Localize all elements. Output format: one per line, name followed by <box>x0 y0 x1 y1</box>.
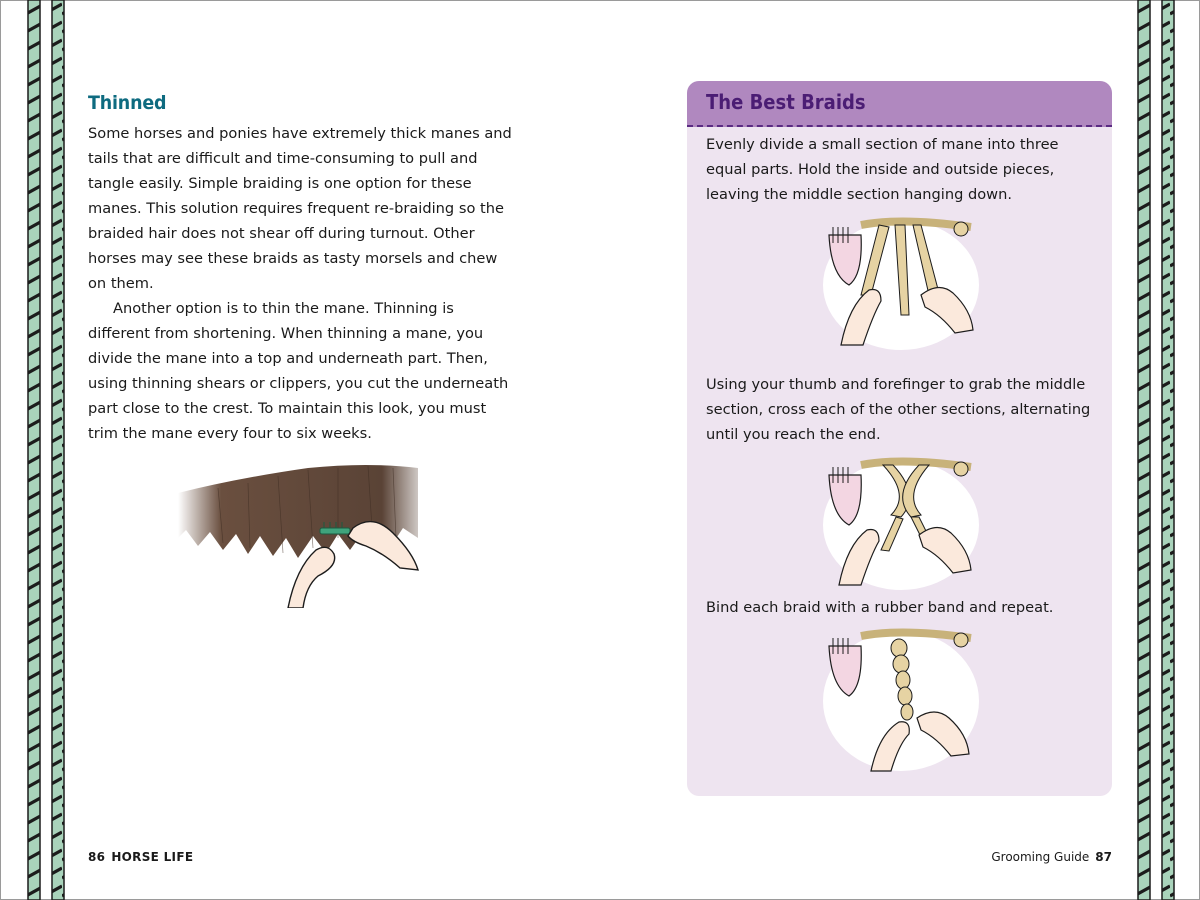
folio-left <box>88 850 193 864</box>
step-3-text: Bind each braid with a rubber band and repeat. <box>706 599 1054 616</box>
left-rope-border <box>26 0 68 900</box>
step-2-text: Using your thumb and forefinger to grab the middle section, cross each of the other sections, alternating until you reach the end. <box>706 376 1091 443</box>
braid-step-2-illustration <box>821 455 981 595</box>
step-1-text: Evenly divide a small section of mane into three equal parts. Hold the inside and outside pieces, leaving the middle section hanging down. <box>706 136 1059 203</box>
right-rope-border <box>1134 0 1176 900</box>
page-number-right: 87 <box>1095 850 1112 864</box>
running-title-right: Grooming Guide <box>991 850 1090 864</box>
body-text <box>88 121 518 446</box>
section-heading-thinned: Thinned <box>88 92 167 114</box>
braid-step-1-illustration <box>821 215 981 355</box>
running-title-left: HORSE LIFE <box>111 850 194 864</box>
paragraph-2: Another option is to thin the mane. Thinning is different from shortening. When thinning a mane, you divide the mane into a top and underneath part. Then, using thinning shears or clippers, you cut the underneath part close to the crest. To maintain this look, you must trim the mane every four to six weeks. <box>88 300 509 442</box>
folio-right <box>991 850 1112 864</box>
sidebar-title: The Best Braids <box>706 90 866 114</box>
page-number-left: 86 <box>88 850 106 864</box>
sidebar-header <box>687 81 1112 127</box>
mane-thinning-illustration <box>178 458 428 608</box>
paragraph-1: Some horses and ponies have extremely thick manes and tails that are difficult and time-consuming to pull and tangle easily. Simple braiding is one option for these manes. This solution requires frequent re-braiding so the braided hair does not shear off during turnout. Other horses may see these braids as tasty morsels and chew on them. <box>88 125 512 292</box>
braids-sidebar <box>687 81 1112 796</box>
braid-step-3-illustration <box>821 626 981 776</box>
